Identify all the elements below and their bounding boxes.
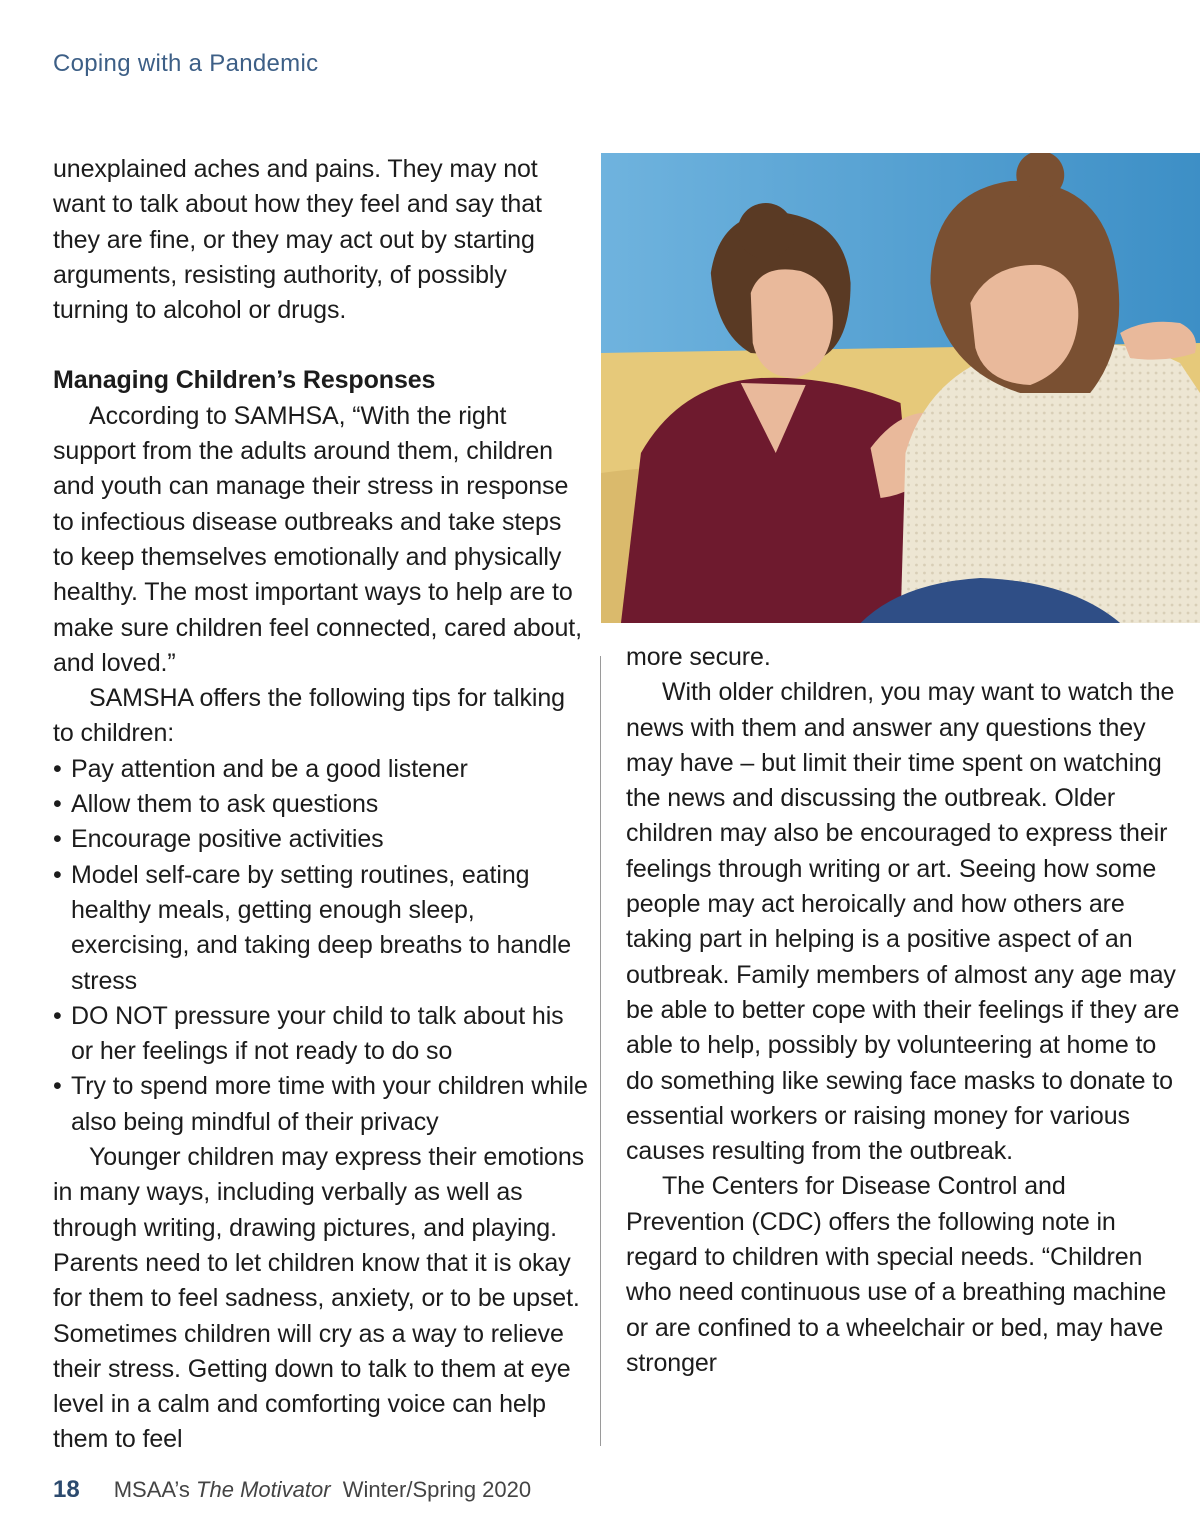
list-item [53, 858, 588, 999]
tip-text: Try to spend more time with your children while also being mindful of their privacy [71, 1072, 588, 1136]
publisher-name: MSAA’s [113, 1477, 190, 1502]
younger-children-paragraph: Younger children may express their emotions in many ways, including verbally as well as through writing, drawing pictures, and playing. Parents need to let children know that it is okay for them to feel sadness, anxiety, or to be upset. Sometimes children will cry as a way to relieve their stress. Getting down to talk to them at eye level in a calm and comforting voice can help them to feel [53, 1143, 585, 1454]
list-item [53, 752, 588, 787]
running-head: Coping with a Pandemic [53, 50, 319, 77]
issue-date: Winter/Spring 2020 [342, 1477, 532, 1502]
bullet-icon: • [53, 1001, 62, 1030]
hair-bun-mother [738, 203, 794, 259]
right-column [626, 640, 1186, 1381]
column-divider [600, 656, 601, 1446]
mother-comforting-daughter-photo [601, 153, 1200, 623]
mother-hand-on-shoulder [1120, 322, 1196, 360]
left-column [53, 152, 588, 1458]
publication-title: The Motivator [196, 1477, 331, 1502]
list-item [53, 787, 588, 822]
bullet-icon: • [53, 790, 62, 819]
cdc-note-paragraph: The Centers for Disease Control and Prevention (CDC) offers the following note in regard to children with special needs. “Children who need continuous use of a breathing machine or are confined to a wheelchair or bed, may have stronger [626, 1172, 1167, 1377]
bullet-icon: • [53, 1072, 62, 1101]
tip-text: Encourage positive activities [71, 825, 384, 854]
continuation-text: more secure. [626, 643, 771, 671]
bullet-icon: • [53, 754, 62, 783]
older-children-paragraph: With older children, you may want to watch the news with them and answer any questions they may have – but limit their time spent on watching the news and discussing the outbreak. Older children may also be encouraged to express their feelings through writing or art. Seeing how some people may act heroically and how others are taking part in helping is a positive aspect of an outbreak. Family members of almost any age may be able to better cope with their feelings if they are able to help, possibly by volunteering at home to do something like sewing face masks to donate to essential workers or raising money for various causes resulting from the outbreak. [626, 678, 1180, 1166]
section-subhead: Managing Children’s Responses [53, 366, 436, 395]
bullet-icon: • [53, 860, 62, 889]
page-footer [53, 1476, 531, 1504]
tip-text: Pay attention and be a good listener [71, 754, 468, 783]
tips-list [53, 752, 588, 1140]
tip-text: Model self-care by setting routines, eating healthy meals, getting enough sleep, exercising, and taking deep breaths to handle stress [71, 860, 572, 995]
tip-text: Allow them to ask questions [71, 790, 379, 819]
bullet-icon: • [53, 825, 62, 854]
tips-intro-paragraph: SAMSHA offers the following tips for talking to children: [53, 684, 565, 748]
list-item [53, 1069, 588, 1140]
paragraph-gap [53, 328, 588, 363]
tip-text: DO NOT pressure your child to talk about his or her feelings if not ready to do so [71, 1001, 564, 1066]
hair-bun-daughter [1016, 153, 1064, 199]
samhsa-quote-paragraph: According to SAMHSA, “With the right support from the adults around them, children and youth can manage their stress in response to infectious disease outbreaks and take steps to keep themselves emotionally and physically healthy. The most important ways to help are to make sure children feel connected, cared about, and loved.” [53, 401, 582, 677]
list-item [53, 822, 588, 857]
intro-paragraph: unexplained aches and pains. They may not want to talk about how they feel and say that they are fine, or they may act out by starting arguments, resisting authority, of possibly turning to alcohol or drugs. [53, 155, 542, 325]
page-number: 18 [53, 1476, 80, 1503]
list-item [53, 999, 588, 1070]
